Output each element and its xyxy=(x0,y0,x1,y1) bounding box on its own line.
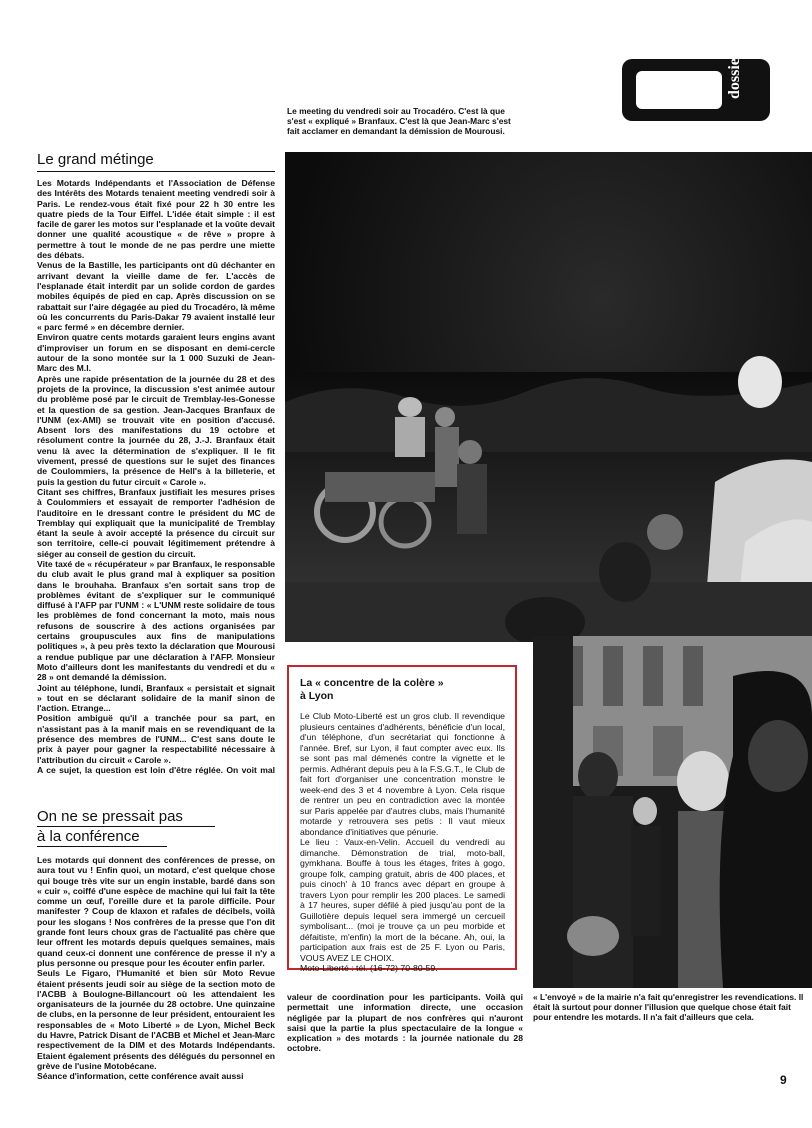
section2-title-line2: à la conférence xyxy=(37,827,167,847)
paragraph: Après une rapide présentation de la journée du 28 et des projets de la province, la discussion s'est animée autour du problème posé par le circuit de Tremblay-les-Gonesse et la question de sa gestion. Jean-Jacques Branfaux de l'UNM (ex-AMI) se trouvait vite en position d'accusé. Absent lors des manifestations du 19 octobre et résolument contre la journée du 28, J.-J. Branfaux était venu là avec la détermination de s'expliquer. Il le fit vivement, pressé de questions sur le sujet des finances de Coulommiers, la présence de Hell's à la billeterie, et puis la gestion du futur circuit « Carole ». xyxy=(37,373,275,487)
paragraph: Séance d'information, cette conférence avait aussi xyxy=(37,1071,244,1082)
top-photo-caption: Le meeting du vendredi soir au Trocadéro. C'est là que s'est « expliqué » Branfaux. C'est là que Jean-Marc s'est fait acclamer en demandant la démission de Mourousi. xyxy=(287,106,511,136)
paragraph: Les motards qui donnent des conférences de presse, on aura tout vu ! Enfin quoi, un motard, c'est quelque chose qui bouge très vite sur un engin instable, bardé dans son « cuir », coiffé d'une espèce de machine qui lui fait la tête comme un œuf, l'oreille dure et la parole difficile. Pour manifester ? Coup de klaxon et rafales de décibels, voilà pour les slogans ! Nos confrères de la presse que l'on dit grande font leurs choux gras de l'actualité pas chère que leur offrent les motards depuis quelques semaines, mais quand ceux-ci donnent une conférence de presse il n'y a plus personne ou presque pour les écouter enfin parler. xyxy=(37,855,275,968)
section2-title-line1: On ne se pressait pas xyxy=(37,807,215,827)
box-body xyxy=(300,711,505,974)
paragraph: Les Motards Indépendants et l'Association de Défense des Intérêts des Motards tenaient meeting vendredi soir à Paris. Le rendez-vous était fixé pour 22 h 30 entre les quatre pieds de la Tour Eiffel. L'idée était simple : il est facile de garer les motos sur l'esplanade et la voûte devait donner une qualité acoustique « de rêve » propre à permettre à tout le monde de ne pas perdre une miette des débats. xyxy=(37,178,275,261)
section1-body xyxy=(37,178,275,776)
mairie-silhouette xyxy=(533,636,812,988)
box-title-line1: La « concentre de la colère » xyxy=(300,677,444,689)
paragraph: Seuls Le Figaro, l'Humanité et bien sûr Moto Revue étaient présents jeudi soir au siège de la section moto de l'ACBB à Boulogne-Billancourt où les attendaient les organisateurs de la journée du 28 octobre. Une quinzaine de clubs, en la personne de leur président, entouraient les responsables de « Moto Liberté » de Lyon, Michel Beck du Havre, Patrick Disant de l'ACBB et Michel et Jean-Marc respectivement de la DIM et des Motards Indépendants. Etaient également présents des délégués du personnel en grève de l'usine Motobécane. xyxy=(37,968,275,1071)
paragraph: Environ quatre cents motards garaient leurs engins avant d'improviser un forum en se disposant en demi-cercle autour de la sono montée sur la 1 000 Suzuki de Jean-Marc des M.I. xyxy=(37,332,275,374)
page-number: 9 xyxy=(780,1073,787,1087)
crowd-silhouette xyxy=(285,152,812,642)
badge-label: dossier xyxy=(726,51,743,99)
trocadero-meeting-photo xyxy=(285,152,812,642)
paragraph: Venus de la Bastille, les participants ont dû déchanter en arrivant devant la vieille dame de fer. L'accès de l'esplanade était interdit par un solide cordon de gardes mobiles équipés de pied en cap. Après discussion on se rabattait sur l'aire dégagée au pied du Trocadéro, là même où les concurrents du Paris-Dakar 79 avaient installé leur « parc fermé » en décembre dernier. xyxy=(37,260,275,333)
section-title-grand-metinge: Le grand métinge xyxy=(37,150,275,172)
box-title-line2: à Lyon xyxy=(300,690,334,702)
section2-continued: valeur de coordination pour les participants. Voilà qui permettait une information directe, une occasion négligée par la plupart de nos confrères qui n'auront saisi que la partie la plus spectaculaire de la longue « explication » des motards : la journée nationale du 28 octobre. xyxy=(287,992,523,1054)
paragraph: Vite taxé de « récupérateur » par Branfaux, le responsable du club avait le plus grand mal à expliquer sa position dans le brouhaha. Branfaux s'en sortait sans trop de problèmes évitant de s'expliquer sur le communiqué diffusé à l'AFP par l'UNM : « L'UNM reste solidaire de tous les problèmes de fond concernant la moto, mais nous refusons de souscrire à des actions organisées par certains groupuscules aux fins de manipulations politiques », à peu près texto la déclaration que Mourousi a rendue publique par une déclaration à l'AFP. Monsieur Moto d'ailleurs dont les manifestants du vendredi et du « 28 » ont demandé la démission. xyxy=(37,558,275,683)
mairie-envoy-photo xyxy=(533,636,812,988)
paragraph: Le Club Moto-Liberté est un gros club. Il revendique plusieurs centaines d'adhérents, bénéficie d'un local, d'un téléphone, d'un secrétariat qui fonctionne à l'année. Bref, sur Lyon, il faut compter avec eux. Ils se sont pas mal démenés contre la vignette et le permis. Adhérant depuis peu à la F.S.G.T., le Club de fait fort d'organiser une concentration monstre le week-end des 3 et 4 novembre à Lyon. Cela risque de rentrer un peu en contradiction avec la montée sur Paris appelée par d'autres clubs, mais l'humanité motarde y retrouvera ses petis : Il vaut mieux abondance d'initiatives que pénurie. xyxy=(300,711,505,837)
section-title-conference xyxy=(37,807,217,847)
paragraph: Le lieu : Vaux-en-Velin. Accueil du vendredi au dimanche. Démonstration de trial, moto-ball, gymkhana. Bouffe à tous les étages, frites à gogo, groupe folk, camping gratuit, abris de 400 places, et puis cinoch' à 10 francs avec départ en groupe à travers Lyon pour remplir les 200 places. Le samedi à 17 heures, super défilé à pied jusqu'au pont de la Guillotière depuis lequel sera immergé un cercueil symbolisant... (moi je trouve ça un peu morbide et défaitiste, m'enfin) la mort de la bécane. Ah, oui, la participation aux frais est de 25 F. Lyon ou Paris, VOUS AVEZ LE CHOIX. xyxy=(300,837,505,963)
lyon-sidebar-box xyxy=(287,665,517,973)
paragraph: Moto-Liberté : tél. (16-72) 70-80-59. xyxy=(300,963,438,973)
section2-body xyxy=(37,855,275,1095)
paragraph: A ce sujet, la question est loin d'être réglée. On voit mal xyxy=(37,764,275,775)
paragraph: Joint au téléphone, lundi, Branfaux « persistait et signait » tout en se déclarant solidaire de la manif sinon de l'action. Etrange... xyxy=(37,682,275,714)
badge-inner-white xyxy=(636,71,722,109)
bottom-photo-caption: « L'envoyé » de la mairie n'a fait qu'enregistrer les revendications. Il était là surtout pour donner l'illusion que quelque chose était fait pour entendre les motards. Il n'a fait d'ailleurs que cela. xyxy=(533,992,804,1022)
paragraph: Citant ses chiffres, Branfaux justifiait les mesures prises à Coulommiers et essayait de remporter l'adhésion de l'auditoire en le dressant contre le président du MC de Tremblay qui expliquait que la municipalité de Tremblay étant la seule à avoir accepté la présence du circuit sur son territoire, celle-ci pouvait légitimement prétendre à siéger au conseil de gestion du circuit. xyxy=(37,486,275,559)
dossier-badge xyxy=(622,51,770,121)
paragraph: Position ambiguë qu'il a tranchée pour sa part, en n'assistant pas à la manif mais en se revendiquant de la présence des membres de l'UNM... C'est sans doute le prix à payer pour gagner la respectabilité nécessaire à l'attribution du circuit « Carole ». xyxy=(37,713,275,765)
